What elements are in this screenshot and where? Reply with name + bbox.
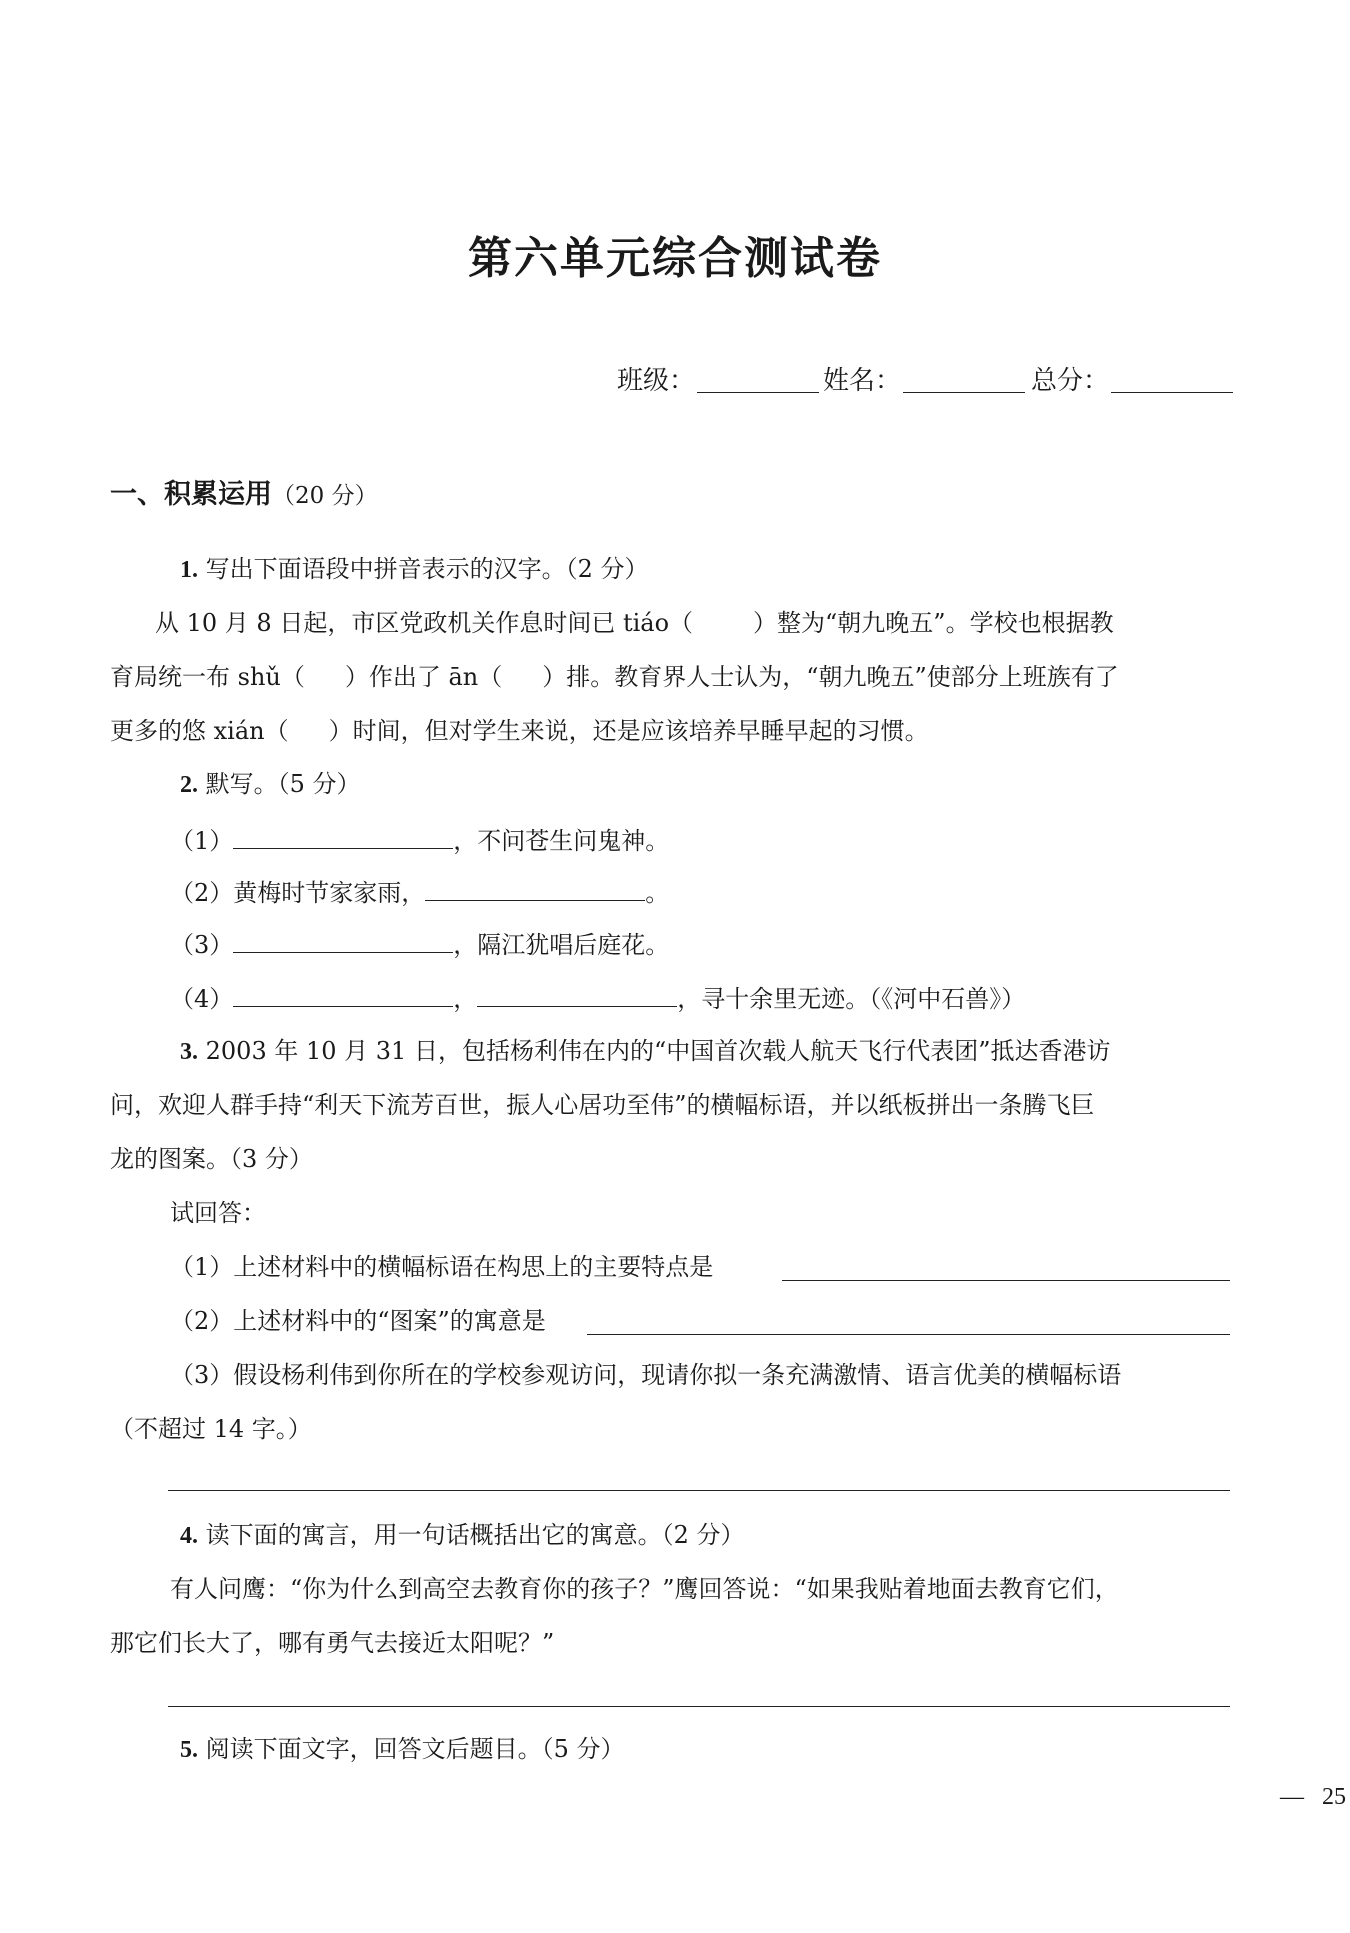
q3-sub-3-note: （不超过 14 字。）: [110, 1415, 312, 1443]
q3-line-2: 问，欢迎人群手持“利天下流芳百世，振人心居功至伟”的横幅标语，并以纸板拼出一条腾飞巨: [110, 1091, 1095, 1119]
q1-line-2: [110, 660, 1119, 694]
q2-item-1-text: ，不问苍生问鬼神。: [453, 827, 670, 855]
q2-item-2-end: 。: [645, 879, 670, 907]
q4-line-2: 那它们长大了，哪有勇气去接近太阳呢？”: [110, 1629, 555, 1657]
q2-blank-1[interactable]: [233, 822, 453, 849]
q3-ask: 试回答：: [170, 1199, 266, 1227]
name-label: 姓名：: [823, 366, 902, 396]
q3-sub-1: （1）上述材料中的横幅标语在构思上的主要特点是: [170, 1253, 714, 1281]
q2-blank-3[interactable]: [233, 926, 453, 953]
section-title: 一、积累运用: [110, 479, 272, 510]
q1-line-1b: ）整为“朝九晚五”。学校也根据教: [753, 609, 1114, 637]
q1-number: 1.: [180, 557, 198, 583]
q2-item-3-label: （3）: [170, 931, 234, 959]
q2-item-4: [170, 980, 1025, 1016]
q2-item-1: [170, 822, 669, 858]
page-title: 第六单元综合测试卷: [468, 233, 882, 284]
q1-prompt: [180, 552, 649, 587]
score-field[interactable]: [1111, 392, 1233, 393]
q1-line-2c: ）排。教育界人士认为，“朝九晚五”使部分上班族有了: [542, 663, 1119, 691]
q4-line-1: 有人问鹰：“你为什么到高空去教育你的孩子？”鹰回答说：“如果我贴着地面去教育它们，: [170, 1575, 1119, 1603]
q2-blank-4b[interactable]: [477, 980, 677, 1007]
q5-number: 5.: [180, 1737, 198, 1763]
page-number-value: 25: [1322, 1784, 1346, 1810]
q1-line-3a: 更多的悠 xián（: [110, 717, 289, 745]
q1-line-2a: 育局统一布 shǔ（: [110, 663, 305, 691]
q3-answer-line-1[interactable]: [782, 1280, 1230, 1281]
q2-item-4-text: ，寻十余里无迹。（《河中石兽》）: [677, 985, 1026, 1013]
section-heading: [110, 472, 378, 511]
q2-text: 默写。（5 分）: [205, 770, 361, 798]
q2-item-3-text: ，隔江犹唱后庭花。: [453, 931, 670, 959]
q2-item-3: [170, 926, 669, 962]
q4-text: 读下面的寓言，用一句话概括出它的寓意。（2 分）: [205, 1521, 745, 1549]
q1-line-3b: ）时间，但对学生来说，还是应该培养早睡早起的习惯。: [328, 717, 929, 745]
q2-blank-4a[interactable]: [233, 980, 453, 1007]
q3-line-1: [180, 1034, 1110, 1069]
q5-prompt: [180, 1732, 625, 1767]
q1-line-3: [110, 714, 929, 748]
score-label: 总分：: [1031, 366, 1110, 396]
q4-prompt: [180, 1518, 745, 1553]
q5-text: 阅读下面文字，回答文后题目。（5 分）: [205, 1735, 625, 1763]
q3-answer-line-3[interactable]: [168, 1490, 1230, 1491]
page-number: [1280, 1784, 1346, 1811]
page-dash: —: [1280, 1784, 1304, 1810]
name-field[interactable]: [903, 392, 1025, 393]
q2-prompt: [180, 767, 361, 802]
class-field[interactable]: [697, 392, 819, 393]
q3-answer-line-2[interactable]: [587, 1334, 1230, 1335]
q3-number: 3.: [180, 1039, 198, 1065]
q1-line-1: [155, 606, 1114, 640]
q2-blank-2[interactable]: [425, 874, 645, 901]
q3-sub-3: （3）假设杨利伟到你所在的学校参观访问，现请你拟一条充满激情、语言优美的横幅标语: [170, 1361, 1122, 1389]
q4-number: 4.: [180, 1523, 198, 1549]
q2-number: 2.: [180, 772, 198, 798]
q3-sub-2: （2）上述材料中的“图案”的寓意是: [170, 1307, 546, 1335]
q2-item-4-label: （4）: [170, 985, 234, 1013]
q1-line-2b: ）作出了 ān（: [344, 663, 503, 691]
q2-item-1-label: （1）: [170, 827, 234, 855]
section-points: （20 分）: [272, 483, 378, 509]
q3-line-1-text: 2003 年 10 月 31 日，包括杨利伟在内的“中国首次载人航天飞行代表团”抵达香港访: [205, 1037, 1111, 1065]
q3-line-3: 龙的图案。（3 分）: [110, 1145, 313, 1173]
q2-item-2-label: （2）黄梅时节家家雨，: [170, 879, 426, 907]
q1-line-1a: 从 10 月 8 日起，市区党政机关作息时间已 tiáo（: [155, 609, 694, 637]
q2-item-2: [170, 874, 669, 910]
q2-item-4-mid: ，: [453, 985, 478, 1013]
q1-text: 写出下面语段中拼音表示的汉字。（2 分）: [205, 555, 649, 583]
class-label: 班级：: [617, 366, 696, 396]
q4-answer-line[interactable]: [168, 1706, 1230, 1707]
